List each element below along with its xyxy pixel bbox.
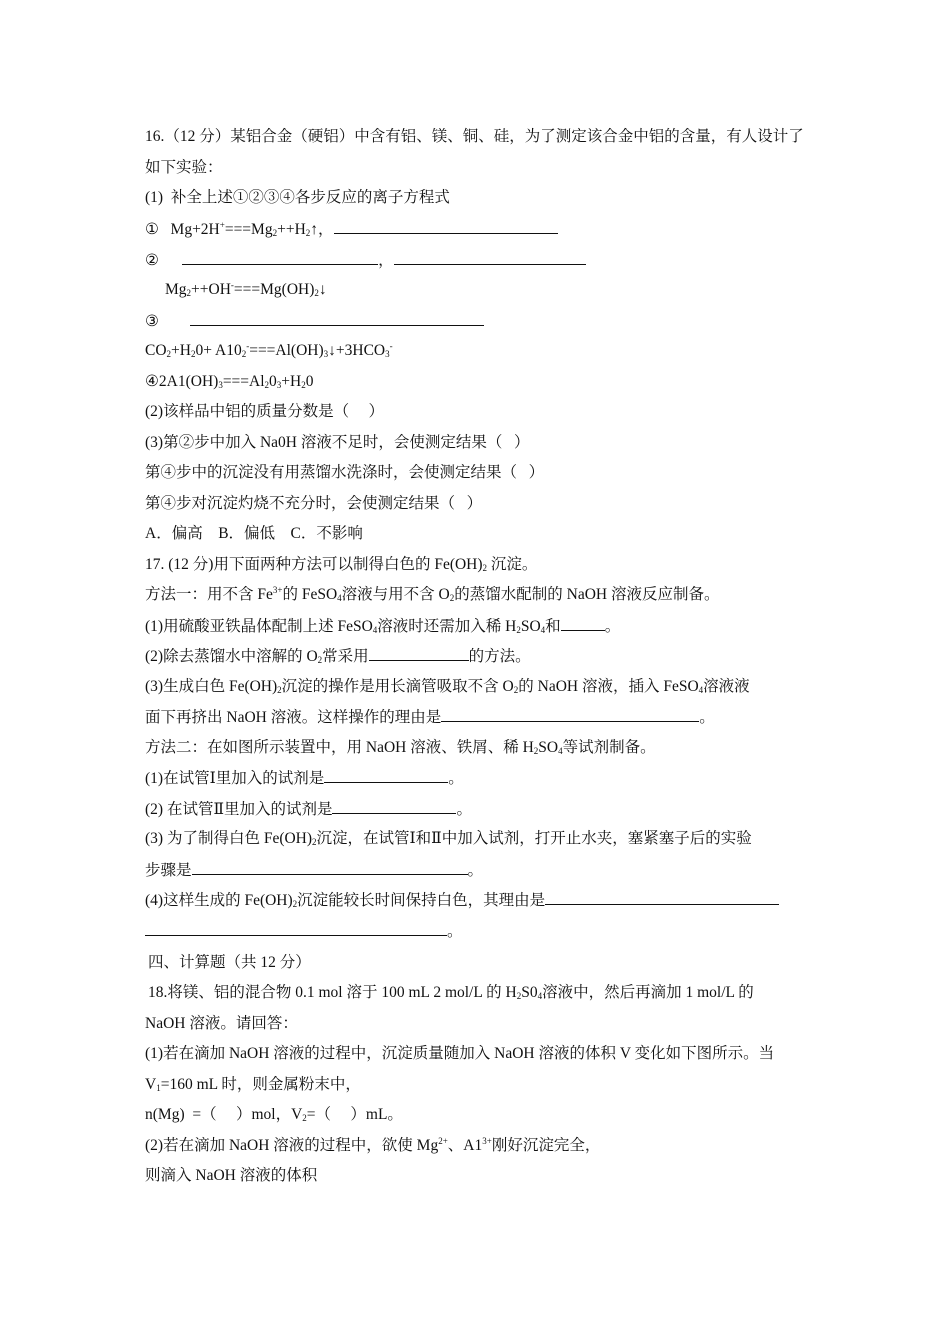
q18-part-2-cont: 则滴入 NaOH 溶液的体积	[145, 1167, 318, 1184]
answer-blank[interactable]	[332, 799, 456, 814]
q17-method-2: 方法二：在如图所示装置中，用 NaOH 溶液、铁屑、稀 $H_2SO_4$等试剂制备。	[145, 739, 656, 756]
q16-part-3-wash: 第④步中的沉淀没有用蒸馏水洗涤时，会使测定结果（ ）	[145, 464, 545, 481]
answer-blank[interactable]	[192, 860, 468, 875]
answer-blank[interactable]	[441, 707, 699, 722]
q16-step-1-equation: ① $Mg+2H^+===Mg_2++H_2↑$，	[145, 219, 558, 240]
answer-blank[interactable]	[369, 646, 469, 661]
answer-blank[interactable]	[561, 616, 605, 631]
q17-method-1-part-3: (3)生成白色 $Fe(OH)_2$沉淀的操作是用长滴管吸取不含 $O_2$的 NaOH 溶液，插入 FeSO$_4$溶液液	[145, 678, 750, 695]
q16-part-1: (1) 补全上述①②③④各步反应的离子方程式	[145, 189, 450, 206]
q17-header: 17. (12 分)用下面两种方法可以制得白色的 $Fe(OH)_2$ 沉淀。	[145, 556, 538, 573]
q17-method-2-part-1: (1)在试管Ⅰ里加入的试剂是 。	[145, 770, 464, 787]
q16-part-3-burn: 第④步对沉淀灼烧不充分时，会使测定结果（ ）	[145, 495, 483, 512]
answer-blank[interactable]	[182, 250, 378, 265]
q16-part-3: (3)第②步中加入 Na0H 溶液不足时，会使测定结果（ ）	[145, 434, 530, 451]
q16-step-2-equation: $Mg_2++OH^-===Mg(OH)_2↓$	[165, 280, 327, 298]
q18-part-2: (2)若在滴加 NaOH 溶液的过程中，欲使 $Mg^{2+}$、$A1^{3+}$刚好沉淀完全，	[145, 1136, 601, 1154]
q16-step-4-equation: $④2A1(OH)_3===Al_20_3+H_20$	[145, 373, 314, 390]
q17-method-1-part-2: (2)除去蒸馏水中溶解的 $O_2$常采用 的方法。	[145, 648, 531, 665]
answer-blank[interactable]	[324, 768, 448, 783]
answer-blank[interactable]	[334, 219, 558, 234]
q17-method-2-part-4-cont: 。	[145, 921, 463, 942]
q17-method-2-part-2: (2) 在试管Ⅱ里加入的试剂是 。	[145, 801, 472, 818]
q17-method-2-part-3-cont: 步骤是 。	[145, 862, 484, 879]
answer-blank[interactable]	[190, 311, 484, 326]
q18-line-1: 18.将镁、铝的混合物 0.1 mol 溶于 100 mL 2 mol/L 的 $H_2S0_4$溶液中，然后再滴加 1 mol/L 的	[148, 984, 754, 1001]
q18-part-1-v1: $V_1=160$ mL 时，则金属粉末中，	[145, 1076, 361, 1093]
q16-step-3-equation: $CO_2+H_20+$ $A10_2^-===Al(OH)_3↓+3HCO_3^-$	[145, 341, 393, 359]
q17-method-2-part-3: (3) 为了制得白色 $Fe(OH)_2$沉淀，在试管Ⅰ和Ⅱ中加入试剂，打开止水夹，塞紧塞子后的实验	[145, 830, 752, 847]
section-4-heading: 四、计算题（共 12 分）	[148, 954, 311, 971]
q17-method-1-part-1: (1)用硫酸亚铁晶体配制上述 FeSO$_4$溶液时还需加入稀 $H_2SO_4$和 。	[145, 618, 621, 635]
q17-method-2-part-4: (4)这样生成的 $Fe(OH)_2$沉淀能较长时间保持白色，其理由是	[145, 890, 779, 911]
answer-blank[interactable]	[545, 890, 779, 905]
q16-header-line-1: 16.（12 分）某铝合金（硬铝）中含有铝、镁、铜、硅，为了测定该合金中铝的含量，有人设计了	[145, 128, 804, 145]
q16-step-2-blanks: ② ，	[145, 250, 586, 271]
answer-blank[interactable]	[394, 250, 586, 265]
q18-part-1: (1)若在滴加 NaOH 溶液的过程中，沉淀质量随加入 NaOH 溶液的体积 V 变化如下图所示。当	[145, 1045, 775, 1062]
q16-step-3-blank: ③	[145, 311, 484, 332]
q16-header-line-2: 如下实验：	[145, 159, 223, 176]
answer-blank[interactable]	[145, 921, 447, 936]
q18-line-2: NaOH 溶液。请回答：	[145, 1015, 298, 1032]
q18-part-1-answers: n(Mg) =（ ）mol，$V_2=$（ ）mL。	[145, 1106, 403, 1123]
q17-method-1-part-3-cont: 面下再挤出 NaOH 溶液。这样操作的理由是 。	[145, 709, 715, 726]
q17-method-1: 方法一：用不含 $Fe^{3+}$的 FeSO$_4$溶液与用不含 $O_2$的蒸馏水配制的 NaOH 溶液反应制备。	[145, 585, 720, 603]
q16-part-2: (2)该样品中铝的质量分数是（ ）	[145, 403, 384, 420]
q16-options: A．偏高 B．偏低 C．不影响	[145, 525, 363, 542]
